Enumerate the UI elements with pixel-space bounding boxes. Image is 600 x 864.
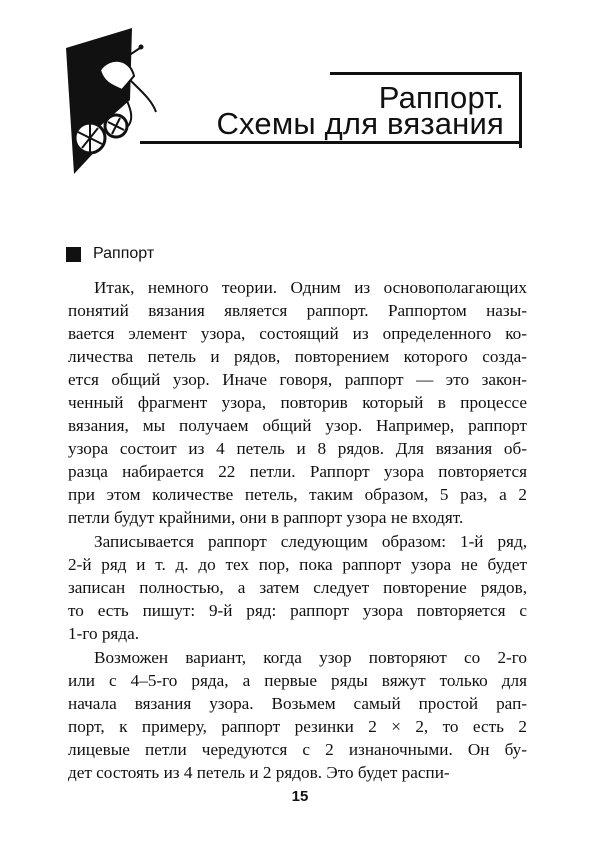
- square-bullet-icon: [66, 247, 81, 262]
- paragraph-line: вается элемент узора, состоящий из определенного ко-: [68, 324, 527, 343]
- paragraph-line: лицевые петли чередуются с 2 изнаночными. Он бу-: [68, 740, 527, 759]
- chapter-title-line-2: Схемы для вязания: [216, 106, 504, 141]
- page-number: 15: [291, 788, 309, 805]
- chapter-illustration: [60, 28, 160, 185]
- paragraph-line: Возможен вариант, когда узор повторяют со 2-го: [94, 648, 527, 667]
- paragraph-line: начала вязания узора. Возьмем самый простой рап-: [68, 694, 527, 713]
- knitting-illustration-icon: [60, 28, 160, 180]
- paragraph-line: или с 4–5-го ряда, а первые ряды вяжут только для: [68, 671, 527, 690]
- paragraph-line: Записывается раппорт следующим образом: 1-й ряд,: [94, 532, 527, 551]
- title-frame-right: [519, 72, 522, 148]
- paragraph-line: дет состоять из 4 петель и 2 рядов. Это будет распи-: [68, 763, 450, 782]
- paragraph-line: при этом количестве петель, таким образом, 5 раз, а 2: [68, 485, 527, 504]
- paragraph-line: Итак, немного теории. Одним из основополагающих: [94, 278, 527, 297]
- paragraph-line: личества петель и рядов, повторением которого созда-: [68, 347, 527, 366]
- section-heading-text: Раппорт: [93, 245, 155, 262]
- paragraph-gap: [68, 784, 527, 785]
- paragraph-line: вязания, мы получаем общий узор. Например, раппорт: [68, 416, 527, 435]
- section-heading: [66, 245, 154, 263]
- paragraph-line: понятий вязания является раппорт. Раппортом назы-: [68, 301, 527, 320]
- body-text: [68, 276, 527, 785]
- paragraph-line: 2-й ряд и т. д. до тех пор, пока раппорт узора не будет: [68, 555, 527, 574]
- paragraph-line: разца набирается 22 петли. Раппорт узора повторяется: [68, 462, 527, 481]
- paragraph-line: ченный фрагмент узора, повторив который в процессе: [68, 393, 527, 412]
- paragraph-line: записан полностью, а затем следует повторение рядов,: [68, 578, 527, 597]
- paragraph-line: 1-го ряда.: [68, 624, 139, 643]
- title-frame-bottom: [140, 141, 522, 144]
- paragraph-line: узора состоит из 4 петель и 8 рядов. Для вязания об-: [68, 439, 527, 458]
- paragraph-line: то есть пишут: 9-й ряд: раппорт узора повторяется с: [68, 601, 527, 620]
- paragraph-line: ется общий узор. Иначе говоря, раппорт — это закон-: [68, 370, 527, 389]
- chapter-title-line-1: Раппорт.: [378, 80, 504, 115]
- paragraph-line: петли будут крайними, они в раппорт узора не входят.: [68, 508, 464, 527]
- paragraph-line: порт, к примеру, раппорт резинки 2 × 2, то есть 2: [68, 717, 527, 736]
- title-frame-top: [330, 72, 522, 75]
